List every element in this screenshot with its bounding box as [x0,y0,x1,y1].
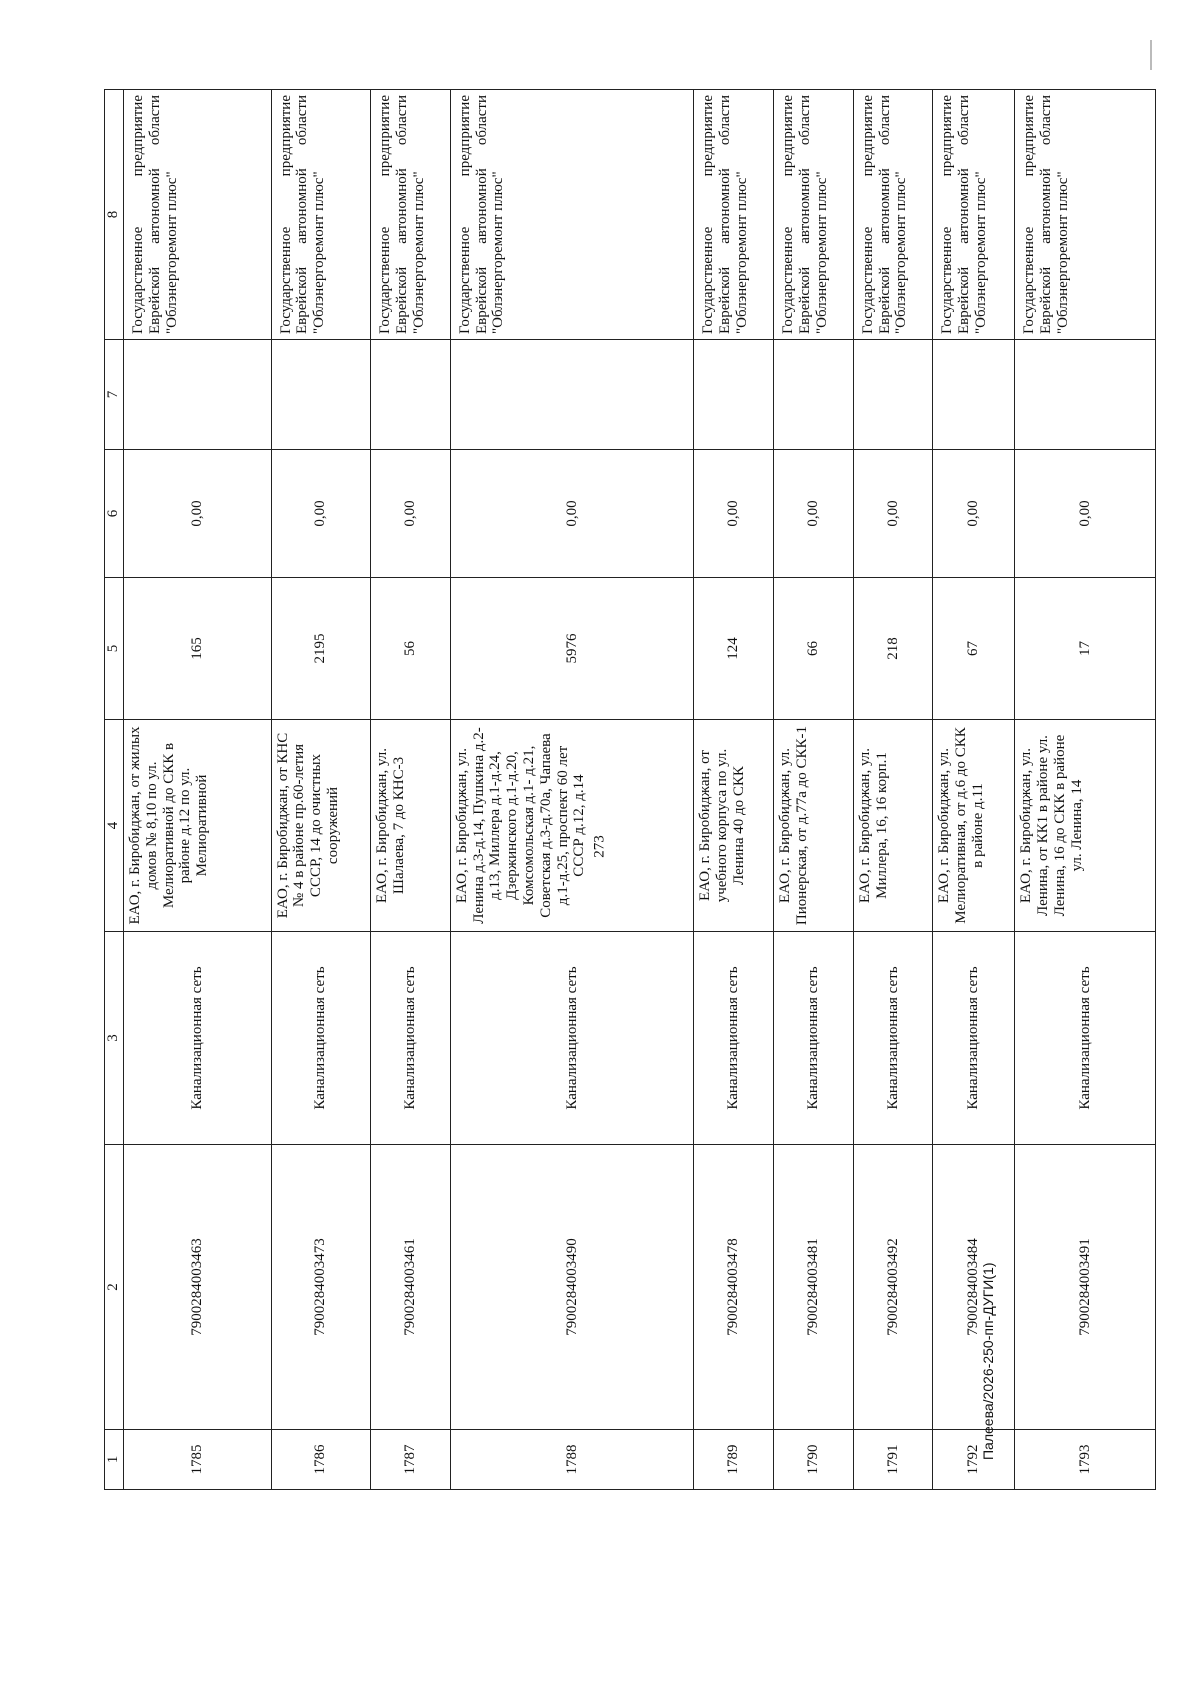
cadastral-number: 7900284003461 [371,1145,451,1430]
owner-name: Государственное предприятие Еврейской автономной области "Облэнергоремонт плюс" [694,90,774,340]
object-length: 124 [694,578,774,720]
page-number: 273 [591,835,608,858]
object-value: 0,00 [774,450,854,578]
object-address: ЕАО, г. Биробиджан, от учебного корпуса по ул. Ленина 40 до СКК [694,720,774,932]
col7-value [271,340,371,450]
header-col-1: 1 [105,1430,124,1490]
cadastral-number: 7900284003481 [774,1145,854,1430]
object-length: 17 [1015,578,1156,720]
row-number: 1793 [1015,1430,1156,1490]
object-value: 0,00 [933,450,1015,578]
object-length: 66 [774,578,854,720]
document-code: Палеева/2026-250-пп-ДУГИ(1) [980,1262,996,1460]
col7-value [853,340,933,450]
row-number: 1791 [853,1430,933,1490]
object-address: ЕАО, г. Биробиджан, ул. Мелиоративная, от д.6 до СКК в районе д.11 [933,720,1015,932]
object-value: 0,00 [271,450,371,578]
object-type: Канализационная сеть [271,932,371,1145]
col7-value [933,340,1015,450]
owner-name: Государственное предприятие Еврейской автономной области "Облэнергоремонт плюс" [933,90,1015,340]
row-number: 1787 [371,1430,451,1490]
object-type: Канализационная сеть [371,932,451,1145]
cadastral-number: 7900284003478 [694,1145,774,1430]
row-number: 1785 [124,1430,272,1490]
header-row [105,90,124,1490]
table-row [450,90,694,1490]
table-row [933,90,1015,1490]
owner-name: Государственное предприятие Еврейской автономной области "Облэнергоремонт плюс" [124,90,272,340]
col7-value [774,340,854,450]
object-value: 0,00 [694,450,774,578]
col7-value [694,340,774,450]
object-address: ЕАО, г. Биробиджан, от жилых домов № 8,10 по ул. Мелиоративной до СКК в районе д.12 по ул. Мелиоративной [124,720,272,932]
header-col-4: 4 [105,720,124,932]
row-number: 1788 [450,1430,694,1490]
table-row [694,90,774,1490]
header-col-6: 6 [105,450,124,578]
owner-name: Государственное предприятие Еврейской автономной области "Облэнергоремонт плюс" [271,90,371,340]
object-address: ЕАО, г. Биробиджан, от КНС № 4 в районе пр.60-летия СССР, 14 до очистных сооружений [271,720,371,932]
object-address: ЕАО, г. Биробиджан, ул. Шалаева, 7 до КНС-3 [371,720,451,932]
header-col-2: 2 [105,1145,124,1430]
cadastral-number: 7900284003484 [933,1145,1015,1430]
object-value: 0,00 [124,450,272,578]
owner-name: Государственное предприятие Еврейской автономной области "Облэнергоремонт плюс" [1015,90,1156,340]
object-address: ЕАО, г. Биробиджан, ул. Ленина, от КК1 в районе ул. Ленина, 16 до СКК в районе ул. Ленина, 14 [1015,720,1156,932]
object-value: 0,00 [450,450,694,578]
row-number: 1792 [933,1430,1015,1490]
cadastral-number: 7900284003473 [271,1145,371,1430]
object-length: 67 [933,578,1015,720]
object-value: 0,00 [853,450,933,578]
header-col-5: 5 [105,578,124,720]
object-length: 2195 [271,578,371,720]
col7-value [124,340,272,450]
header-col-7: 7 [105,340,124,450]
object-address: ЕАО, г. Биробиджан, ул. Миллера, 16, 16 корп.1 [853,720,933,932]
object-type: Канализационная сеть [853,932,933,1145]
table-row [774,90,854,1490]
col7-value [1015,340,1156,450]
object-address: ЕАО, г. Биробиджан, ул. Ленина д.3-д.14, Пушкина д.2-д.13, Миллера д.1-д.24, Дзержинского д.1-д.20, Комсомольская д.1- д.21, Советская д.3-д.70а, Чапаева д.1-д.25, проспект 60 лет СССР д.12, д.14 [450,720,694,932]
col7-value [371,340,451,450]
cadastral-number: 7900284003492 [853,1145,933,1430]
table-row [371,90,451,1490]
object-address: ЕАО, г. Биробиджан, ул. Пионерская, от д.77а до СКК-1 [774,720,854,932]
object-length: 165 [124,578,272,720]
header-col-8: 8 [105,90,124,340]
object-length: 5976 [450,578,694,720]
object-value: 0,00 [371,450,451,578]
object-type: Канализационная сеть [933,932,1015,1145]
table-row [271,90,371,1490]
table-row [853,90,933,1490]
object-type: Канализационная сеть [450,932,694,1145]
owner-name: Государственное предприятие Еврейской автономной области "Облэнергоремонт плюс" [450,90,694,340]
table-row [1015,90,1156,1490]
header-col-3: 3 [105,932,124,1145]
cadastral-number: 7900284003490 [450,1145,694,1430]
cadastral-number: 7900284003491 [1015,1145,1156,1430]
row-number: 1786 [271,1430,371,1490]
owner-name: Государственное предприятие Еврейской автономной области "Облэнергоремонт плюс" [853,90,933,340]
table-row [124,90,272,1490]
object-value: 0,00 [1015,450,1156,578]
object-type: Канализационная сеть [694,932,774,1145]
object-type: Канализационная сеть [774,932,854,1145]
owner-name: Государственное предприятие Еврейской автономной области "Облэнергоремонт плюс" [371,90,451,340]
row-number: 1789 [694,1430,774,1490]
object-length: 218 [853,578,933,720]
row-number: 1790 [774,1430,854,1490]
cadastral-number: 7900284003463 [124,1145,272,1430]
col7-value [450,340,694,450]
edge-mark [1150,40,1152,70]
object-length: 56 [371,578,451,720]
object-type: Канализационная сеть [1015,932,1156,1145]
object-type: Канализационная сеть [124,932,272,1145]
owner-name: Государственное предприятие Еврейской автономной области "Облэнергоремонт плюс" [774,90,854,340]
